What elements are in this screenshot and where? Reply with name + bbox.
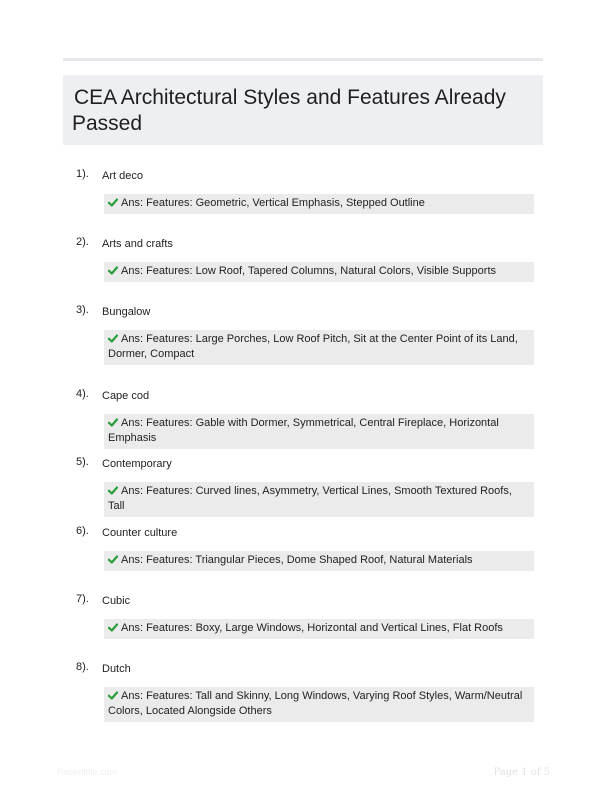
check-icon [108,691,118,700]
check-icon [108,334,118,343]
question-number: 1). [76,168,89,180]
question-number: 4). [76,388,89,400]
answer-text: Ans: Features: Boxy, Large Windows, Horizontal and Vertical Lines, Flat Roofs [121,622,503,634]
answer-box [104,262,534,282]
page-indicator: Page 1 of 5 [493,767,550,778]
check-icon [108,418,118,427]
question-number: 2). [76,236,89,248]
question-text: Counter culture [102,527,178,539]
question-number: 3). [76,304,89,316]
check-icon [108,266,118,275]
question-text: Arts and crafts [102,238,173,250]
answer-text: Ans: Features: Large Porches, Low Roof Pitch, Sit at the Center Point of its Land, Dormer, Compact [108,333,518,360]
title-banner [63,75,543,145]
page-title: CEA Architectural Styles and Features Already Passed [72,86,506,135]
answer-box [104,414,534,449]
question-text: Cape cod [102,390,150,402]
answer-box [104,551,534,571]
top-divider [63,58,543,61]
question-text: Contemporary [102,458,172,470]
question-text: Art deco [102,170,143,182]
question-number: 8). [76,661,89,673]
answer-text: Ans: Features: Gable with Dormer, Symmetrical, Central Fireplace, Horizontal Emphasis [108,417,499,444]
answer-box [104,687,534,722]
answer-text: Ans: Features: Tall and Skinny, Long Windows, Varying Roof Styles, Warm/Neutral Colors, Located Alongside Others [108,690,523,717]
question-text: Bungalow [102,306,151,318]
answer-text: Ans: Features: Curved lines, Asymmetry, Vertical Lines, Smooth Textured Roofs, Tall [108,485,512,512]
answer-box [104,482,534,517]
question-number: 5). [76,456,89,468]
answer-box [104,619,534,639]
answer-text: Ans: Features: Low Roof, Tapered Columns, Natural Colors, Visible Supports [121,265,496,277]
check-icon [108,623,118,632]
answer-box [104,330,534,365]
answer-text: Ans: Features: Triangular Pieces, Dome Shaped Roof, Natural Materials [121,554,473,566]
footer-watermark: Papertittle.com [57,767,118,777]
answer-text: Ans: Features: Geometric, Vertical Emphasis, Stepped Outline [121,197,425,209]
question-text: Dutch [102,663,131,675]
question-number: 6). [76,525,89,537]
answer-box [104,194,534,214]
check-icon [108,555,118,564]
check-icon [108,486,118,495]
question-number: 7). [76,593,89,605]
question-text: Cubic [102,595,131,607]
check-icon [108,198,118,207]
